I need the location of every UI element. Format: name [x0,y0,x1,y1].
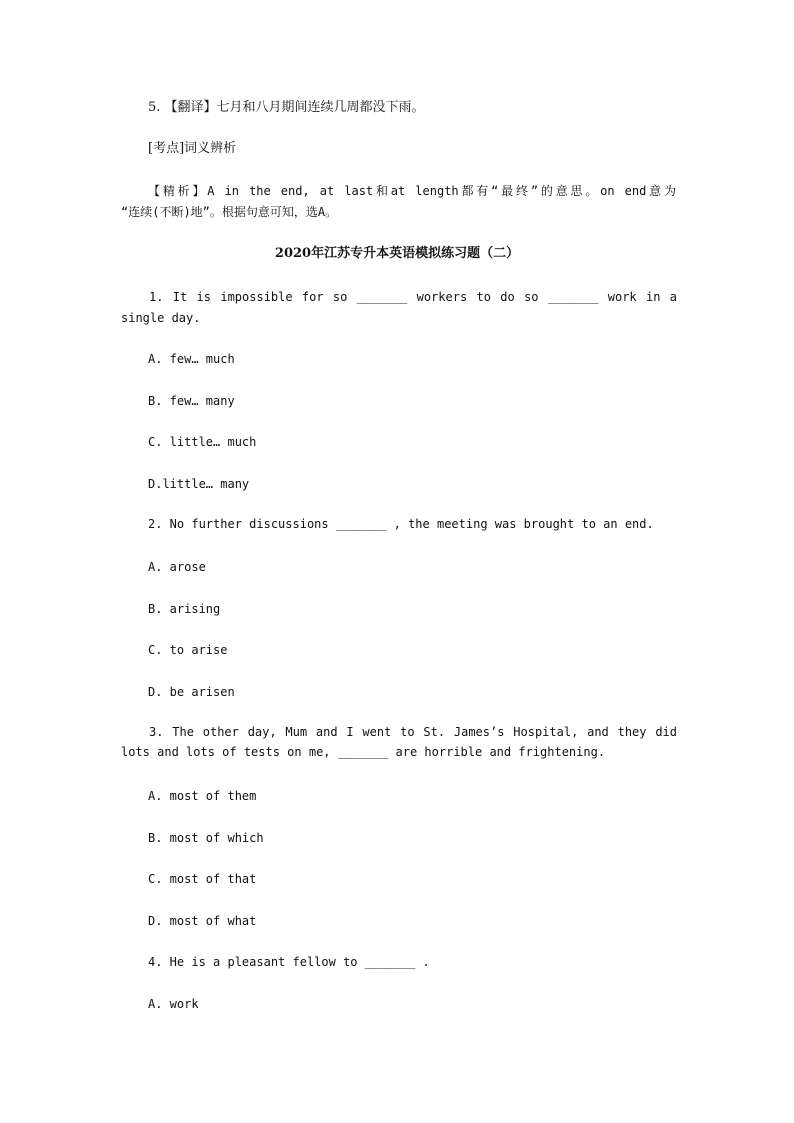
question-3-option-d: D. most of what [148,914,257,928]
question-3-option-a: A. most of them [148,789,257,803]
question-1-option-d: D.little… many [148,477,250,491]
section-title: 2020年江苏专升本英语模拟练习题（二） [274,246,520,261]
question-1-line1: 1. It is impossible for so _______ workers to do so _______ work in a [149,290,677,304]
question-1-option-b: B. few… many [148,394,235,408]
answer-5-kaodian: [考点]词义辨析 [148,141,237,156]
question-1-option-c: C. little… much [148,435,257,449]
question-3-option-b: B. most of which [148,831,264,845]
answer-5-jingxi-line1: 【精析】A in the end, at last和at length都有“最终”的意思。on end意为 [148,184,676,198]
question-3-line1: 3. The other day, Mum and I went to St. James’s Hospital, and they did [149,725,677,739]
question-4-option-a: A. work [148,997,199,1011]
answer-5-translation: 5. 【翻译】七月和八月期间连续几周都没下雨。 [148,100,425,115]
question-4-line1: 4. He is a pleasant fellow to _______ . [148,955,430,969]
question-3-line2: lots and lots of tests on me, _______ are horrible and frightening. [121,745,606,759]
question-2-option-b: B. arising [148,602,221,616]
question-1-option-a: A. few… much [148,352,235,366]
question-2-option-d: D. be arisen [148,685,235,699]
question-2-option-a: A. arose [148,560,206,574]
question-2-line1: 2. No further discussions _______ , the meeting was brought to an end. [148,517,654,531]
question-2-option-c: C. to arise [148,643,228,657]
answer-5-jingxi-line2: “连续(不断)地”。根据句意可知，选A。 [121,205,338,219]
question-1-line2: single day. [121,311,201,325]
question-3-option-c: C. most of that [148,872,257,886]
